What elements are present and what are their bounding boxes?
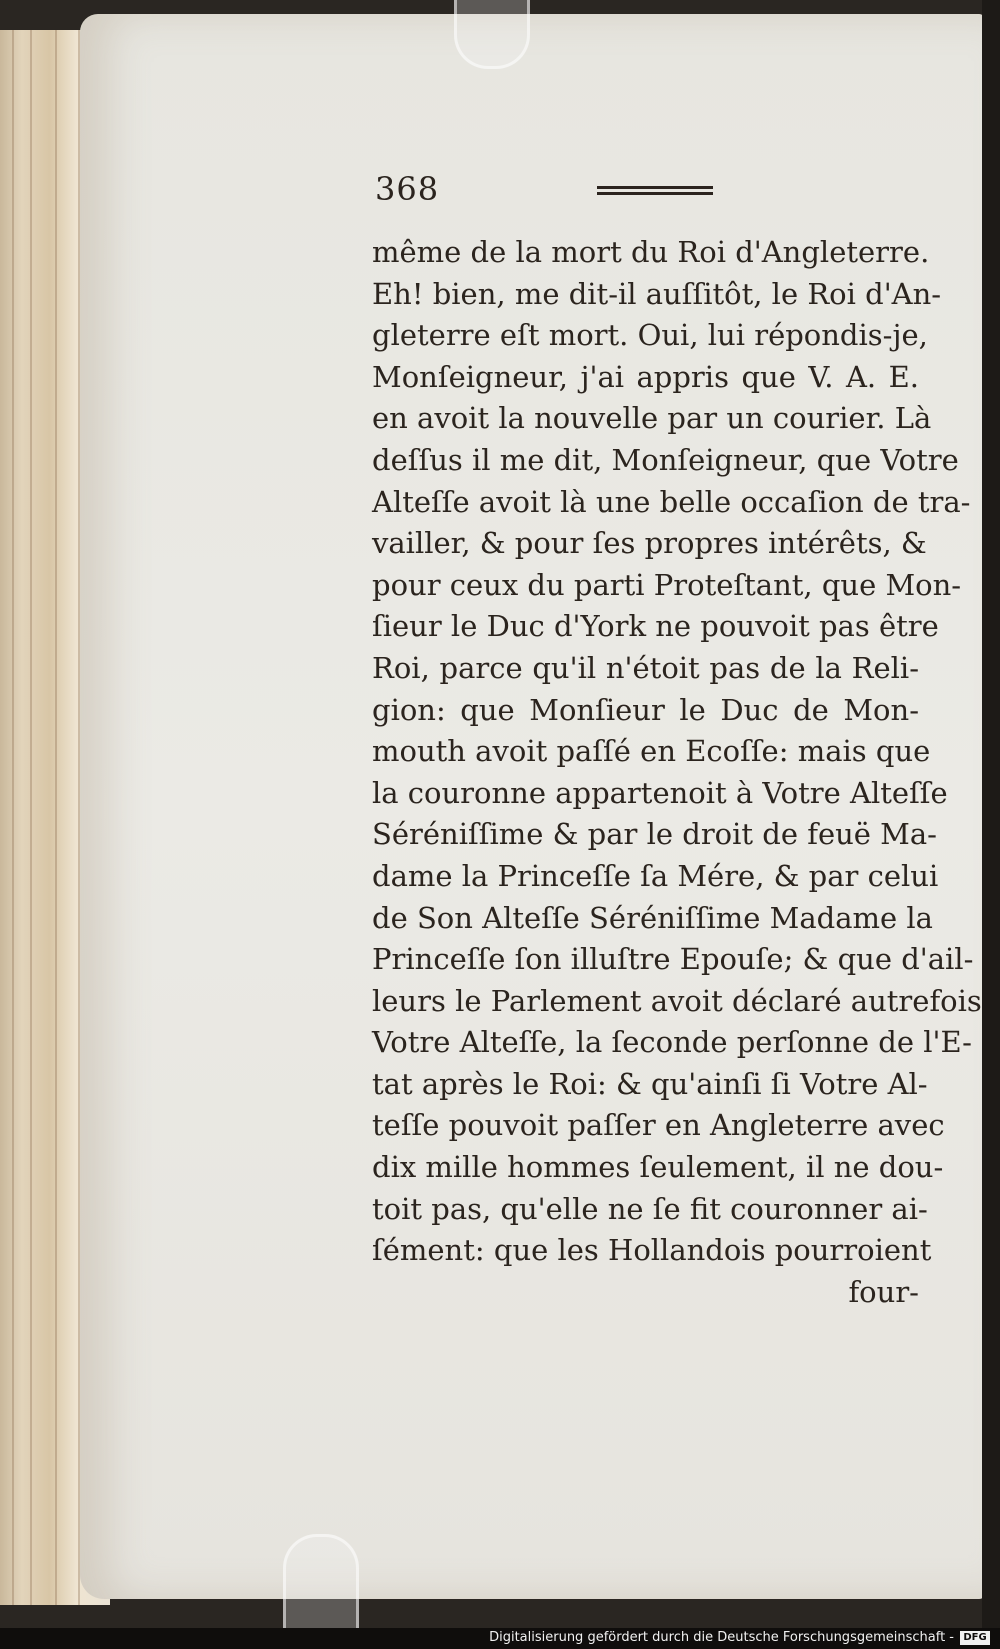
text-line: Roi, parce qu'il n'étoit pas de la Reli- bbox=[372, 650, 919, 685]
text-line: pour ceux du parti Proteſtant, que Mon- bbox=[372, 567, 962, 602]
text-line: gion: que Monſieur le Duc de Mon- bbox=[372, 692, 919, 727]
text-line: mouth avoit paſſé en Ecoſſe: mais que bbox=[372, 734, 931, 769]
page-number: 368 bbox=[375, 170, 440, 208]
text-line: Alteſſe avoit là une belle occaſion de tra- bbox=[372, 484, 971, 519]
body-text bbox=[372, 232, 982, 1313]
text-line: Votre Alteſſe, la ſeconde perſonne de l'E- bbox=[372, 1025, 972, 1060]
text-line: ſieur le Duc d'York ne pouvoit pas être bbox=[372, 609, 939, 644]
header-rule bbox=[597, 186, 713, 196]
text-line: en avoit la nouvelle par un courier. Là bbox=[372, 401, 932, 436]
text-line: gleterre eſt mort. Oui, lui répondis-je, bbox=[372, 318, 928, 353]
dfg-logo: DFG bbox=[960, 1631, 990, 1645]
digitization-footer bbox=[0, 1628, 1000, 1649]
text-line: Séréniſſime & par le droit de feuë Ma- bbox=[372, 817, 937, 852]
text-line: ſément: que les Hollandois pourroient bbox=[372, 1233, 932, 1268]
page-clip-bottom bbox=[283, 1534, 359, 1637]
text-line: de Son Alteſſe Séréniſſime Madame la bbox=[372, 900, 933, 935]
page-edge-line bbox=[30, 30, 32, 1605]
page-header bbox=[375, 170, 915, 220]
text-line: la couronne appartenoit à Votre Alteſſe bbox=[372, 775, 948, 810]
text-line: Princeſſe ſon illuſtre Epouſe; & que d'ail- bbox=[372, 942, 974, 977]
text-line: teſſe pouvoit paſſer en Angleterre avec bbox=[372, 1108, 945, 1143]
text-line: dame la Princeſſe ſa Mére, & par celui bbox=[372, 858, 939, 893]
text-line: même de la mort du Roi d'Angleterre. bbox=[372, 235, 930, 269]
text-line: toit pas, qu'elle ne ſe fit couronner ai- bbox=[372, 1191, 928, 1226]
page-clip-top bbox=[454, 0, 530, 69]
text-line: deſſus il me dit, Monſeigneur, que Votre bbox=[372, 442, 959, 477]
footer-credit: Digitalisierung gefördert durch die Deutsche Forschungsgemeinschaft - bbox=[489, 1630, 954, 1645]
text-line: Eh! bien, me dit-il auſſitôt, le Roi d'An- bbox=[372, 276, 942, 311]
text-line: vailler, & pour ſes propres intérêts, & bbox=[372, 526, 927, 561]
catchword: four- bbox=[848, 1274, 919, 1309]
page-edge-line bbox=[12, 30, 14, 1605]
page-edge-line bbox=[55, 30, 57, 1605]
text-line: tat après le Roi: & qu'ainſi ſi Votre Al- bbox=[372, 1066, 928, 1101]
text-line: leurs le Parlement avoit déclaré autrefois bbox=[372, 983, 982, 1018]
text-line: Monſeigneur, j'ai appris que V. A. E. bbox=[372, 359, 919, 394]
text-line: dix mille hommes ſeulement, il ne dou- bbox=[372, 1150, 944, 1185]
background-edge bbox=[982, 0, 1000, 1649]
